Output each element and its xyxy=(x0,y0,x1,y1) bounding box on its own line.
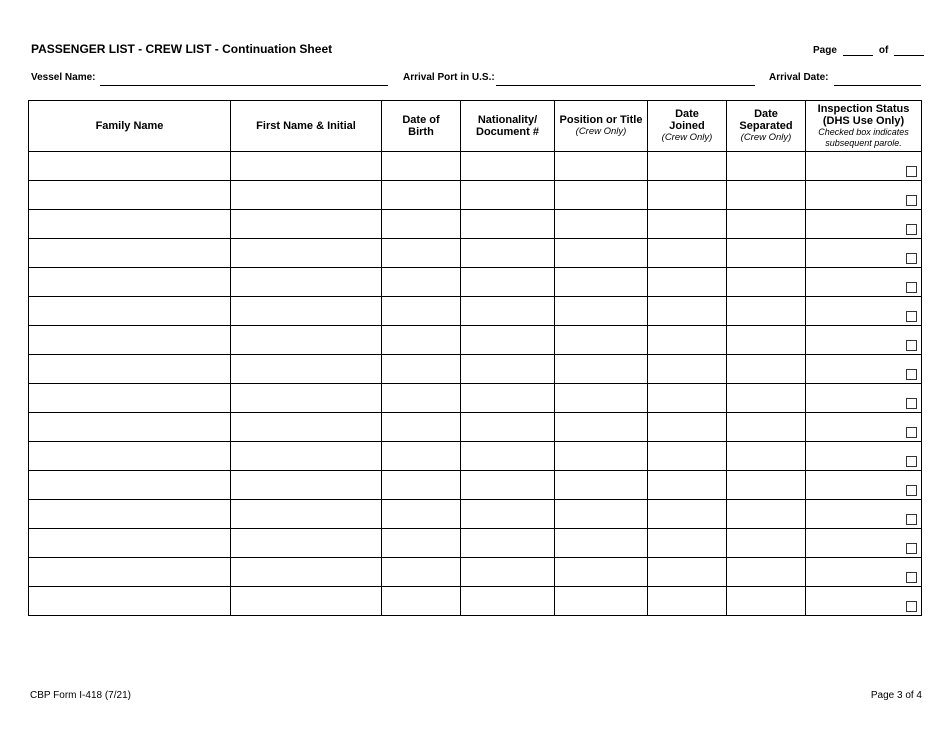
table-body xyxy=(29,152,922,616)
cell-date-joined[interactable] xyxy=(648,413,727,442)
cell-first-name[interactable] xyxy=(231,326,382,355)
table-header-row xyxy=(29,101,922,152)
cell-inspection-status xyxy=(806,210,922,239)
cell-first-name[interactable] xyxy=(231,471,382,500)
cell-date-separated[interactable] xyxy=(727,326,806,355)
cell-inspection-status xyxy=(806,268,922,297)
cell-nationality[interactable] xyxy=(461,413,555,442)
cell-inspection-status xyxy=(806,529,922,558)
cell-date-joined[interactable] xyxy=(648,152,727,181)
cell-first-name[interactable] xyxy=(231,529,382,558)
cell-date-of-birth[interactable] xyxy=(382,442,461,471)
cell-first-name[interactable] xyxy=(231,268,382,297)
column-header-family-name: Family Name xyxy=(29,101,231,152)
cell-position[interactable] xyxy=(555,500,648,529)
cell-position[interactable] xyxy=(555,384,648,413)
page-number-field xyxy=(813,43,924,56)
cell-first-name[interactable] xyxy=(231,355,382,384)
cell-date-joined[interactable] xyxy=(648,326,727,355)
cell-date-of-birth[interactable] xyxy=(382,181,461,210)
cell-family-name[interactable] xyxy=(29,326,231,355)
total-pages-input[interactable] xyxy=(894,43,924,56)
table-row xyxy=(29,442,922,471)
passenger-crew-table xyxy=(28,100,922,616)
inspection-checkbox[interactable] xyxy=(906,195,917,206)
cell-inspection-status xyxy=(806,500,922,529)
cell-date-joined[interactable] xyxy=(648,500,727,529)
cell-date-separated[interactable] xyxy=(727,558,806,587)
cell-family-name[interactable] xyxy=(29,268,231,297)
cell-position[interactable] xyxy=(555,558,648,587)
cell-family-name[interactable] xyxy=(29,529,231,558)
cell-family-name[interactable] xyxy=(29,558,231,587)
cell-inspection-status xyxy=(806,558,922,587)
cell-family-name[interactable] xyxy=(29,355,231,384)
cell-nationality[interactable] xyxy=(461,384,555,413)
cell-family-name[interactable] xyxy=(29,210,231,239)
cell-date-separated[interactable] xyxy=(727,413,806,442)
cell-first-name[interactable] xyxy=(231,239,382,268)
page-label: Page xyxy=(813,45,837,56)
table-row xyxy=(29,500,922,529)
cell-nationality[interactable] xyxy=(461,558,555,587)
cell-date-separated[interactable] xyxy=(727,297,806,326)
table-row xyxy=(29,210,922,239)
cell-position[interactable] xyxy=(555,471,648,500)
cell-date-separated[interactable] xyxy=(727,471,806,500)
cell-date-of-birth[interactable] xyxy=(382,587,461,616)
inspection-checkbox[interactable] xyxy=(906,456,917,467)
form-identifier: CBP Form I-418 (7/21) xyxy=(30,690,131,701)
cell-first-name[interactable] xyxy=(231,558,382,587)
cell-date-of-birth[interactable] xyxy=(382,384,461,413)
cell-date-joined[interactable] xyxy=(648,587,727,616)
cell-date-joined[interactable] xyxy=(648,384,727,413)
cell-inspection-status xyxy=(806,471,922,500)
cell-position[interactable] xyxy=(555,355,648,384)
cell-family-name[interactable] xyxy=(29,442,231,471)
cell-family-name[interactable] xyxy=(29,152,231,181)
cell-nationality[interactable] xyxy=(461,152,555,181)
vessel-name-input[interactable] xyxy=(100,85,388,86)
cell-date-separated[interactable] xyxy=(727,152,806,181)
cell-date-separated[interactable] xyxy=(727,529,806,558)
cell-date-of-birth[interactable] xyxy=(382,471,461,500)
cell-date-separated[interactable] xyxy=(727,587,806,616)
cell-date-separated[interactable] xyxy=(727,355,806,384)
cell-position[interactable] xyxy=(555,181,648,210)
cell-first-name[interactable] xyxy=(231,152,382,181)
table-row xyxy=(29,413,922,442)
cell-family-name[interactable] xyxy=(29,413,231,442)
cell-inspection-status xyxy=(806,355,922,384)
cell-date-of-birth[interactable] xyxy=(382,210,461,239)
cell-position[interactable] xyxy=(555,239,648,268)
cell-nationality[interactable] xyxy=(461,268,555,297)
inspection-checkbox[interactable] xyxy=(906,311,917,322)
cell-date-of-birth[interactable] xyxy=(382,239,461,268)
cell-family-name[interactable] xyxy=(29,471,231,500)
cell-date-separated[interactable] xyxy=(727,268,806,297)
cell-position[interactable] xyxy=(555,268,648,297)
column-header-date-joined: Date Joined (Crew Only) xyxy=(648,101,727,152)
cell-date-joined[interactable] xyxy=(648,268,727,297)
cell-date-of-birth[interactable] xyxy=(382,500,461,529)
arrival-date-input[interactable] xyxy=(834,85,921,86)
cell-date-joined[interactable] xyxy=(648,442,727,471)
cell-date-separated[interactable] xyxy=(727,239,806,268)
cell-date-joined[interactable] xyxy=(648,471,727,500)
cell-family-name[interactable] xyxy=(29,297,231,326)
cell-inspection-status xyxy=(806,239,922,268)
cell-nationality[interactable] xyxy=(461,587,555,616)
cell-date-of-birth[interactable] xyxy=(382,297,461,326)
cell-family-name[interactable] xyxy=(29,500,231,529)
inspection-checkbox[interactable] xyxy=(906,369,917,380)
cell-inspection-status xyxy=(806,442,922,471)
cell-nationality[interactable] xyxy=(461,355,555,384)
arrival-date-label: Arrival Date: xyxy=(769,72,829,83)
cell-inspection-status xyxy=(806,297,922,326)
cell-date-joined[interactable] xyxy=(648,239,727,268)
table-row xyxy=(29,297,922,326)
inspection-checkbox[interactable] xyxy=(906,514,917,525)
cell-nationality[interactable] xyxy=(461,326,555,355)
table-row xyxy=(29,268,922,297)
cell-nationality[interactable] xyxy=(461,297,555,326)
table-row xyxy=(29,471,922,500)
form-title: PASSENGER LIST - CREW LIST - Continuation Sheet xyxy=(31,42,333,56)
cell-date-of-birth[interactable] xyxy=(382,152,461,181)
column-header-position: Position or Title (Crew Only) xyxy=(555,101,648,152)
inspection-checkbox[interactable] xyxy=(906,601,917,612)
table-row xyxy=(29,152,922,181)
cell-date-of-birth[interactable] xyxy=(382,355,461,384)
inspection-checkbox[interactable] xyxy=(906,224,917,235)
cell-position[interactable] xyxy=(555,587,648,616)
cell-date-of-birth[interactable] xyxy=(382,326,461,355)
cell-date-separated[interactable] xyxy=(727,181,806,210)
cell-nationality[interactable] xyxy=(461,239,555,268)
cell-date-joined[interactable] xyxy=(648,355,727,384)
cell-inspection-status xyxy=(806,152,922,181)
cell-inspection-status xyxy=(806,413,922,442)
column-header-nationality: Nationality/ Document # xyxy=(461,101,555,152)
cell-date-joined[interactable] xyxy=(648,529,727,558)
cell-date-of-birth[interactable] xyxy=(382,268,461,297)
page-indicator: Page 3 of 4 xyxy=(870,690,922,701)
cell-position[interactable] xyxy=(555,442,648,471)
column-header-first-name: First Name & Initial xyxy=(231,101,382,152)
table-row xyxy=(29,181,922,210)
table-row xyxy=(29,587,922,616)
arrival-port-input[interactable] xyxy=(496,85,755,86)
column-header-date-separated: Date Separated (Crew Only) xyxy=(727,101,806,152)
cell-date-of-birth[interactable] xyxy=(382,558,461,587)
cell-first-name[interactable] xyxy=(231,210,382,239)
column-header-inspection-status: Inspection Status (DHS Use Only) Checked box indicates subsequent parole. xyxy=(806,101,922,152)
inspection-checkbox[interactable] xyxy=(906,253,917,264)
cell-position[interactable] xyxy=(555,326,648,355)
cell-inspection-status xyxy=(806,326,922,355)
cell-date-joined[interactable] xyxy=(648,210,727,239)
inspection-checkbox[interactable] xyxy=(906,282,917,293)
cell-date-separated[interactable] xyxy=(727,442,806,471)
inspection-checkbox[interactable] xyxy=(906,340,917,351)
inspection-checkbox[interactable] xyxy=(906,543,917,554)
cell-date-separated[interactable] xyxy=(727,210,806,239)
table-row xyxy=(29,355,922,384)
inspection-checkbox[interactable] xyxy=(906,398,917,409)
cell-family-name[interactable] xyxy=(29,587,231,616)
cell-inspection-status xyxy=(806,587,922,616)
cell-inspection-status xyxy=(806,384,922,413)
of-label: of xyxy=(878,45,889,56)
page-number-input[interactable] xyxy=(843,43,873,56)
cell-nationality[interactable] xyxy=(461,471,555,500)
inspection-checkbox[interactable] xyxy=(906,166,917,177)
cell-date-joined[interactable] xyxy=(648,181,727,210)
cell-date-of-birth[interactable] xyxy=(382,413,461,442)
cell-nationality[interactable] xyxy=(461,500,555,529)
inspection-checkbox[interactable] xyxy=(906,485,917,496)
cell-first-name[interactable] xyxy=(231,297,382,326)
cell-family-name[interactable] xyxy=(29,384,231,413)
cell-first-name[interactable] xyxy=(231,181,382,210)
cell-nationality[interactable] xyxy=(461,210,555,239)
table-row xyxy=(29,384,922,413)
cell-date-separated[interactable] xyxy=(727,500,806,529)
arrival-port-label: Arrival Port in U.S.: xyxy=(403,72,495,83)
cell-nationality[interactable] xyxy=(461,529,555,558)
cell-first-name[interactable] xyxy=(231,442,382,471)
table-row xyxy=(29,529,922,558)
cell-first-name[interactable] xyxy=(231,413,382,442)
column-header-date-of-birth: Date of Birth xyxy=(382,101,461,152)
cell-family-name[interactable] xyxy=(29,181,231,210)
cell-nationality[interactable] xyxy=(461,181,555,210)
cell-first-name[interactable] xyxy=(231,500,382,529)
cell-position[interactable] xyxy=(555,529,648,558)
cell-date-separated[interactable] xyxy=(727,384,806,413)
cell-nationality[interactable] xyxy=(461,442,555,471)
cell-date-of-birth[interactable] xyxy=(382,529,461,558)
cell-date-joined[interactable] xyxy=(648,558,727,587)
cell-inspection-status xyxy=(806,181,922,210)
cell-position[interactable] xyxy=(555,297,648,326)
cell-position[interactable] xyxy=(555,210,648,239)
cell-position[interactable] xyxy=(555,413,648,442)
cell-position[interactable] xyxy=(555,152,648,181)
table-row xyxy=(29,239,922,268)
cell-date-joined[interactable] xyxy=(648,297,727,326)
table-row xyxy=(29,558,922,587)
cell-family-name[interactable] xyxy=(29,239,231,268)
inspection-checkbox[interactable] xyxy=(906,427,917,438)
inspection-checkbox[interactable] xyxy=(906,572,917,583)
vessel-name-label: Vessel Name: xyxy=(31,72,96,83)
cell-first-name[interactable] xyxy=(231,384,382,413)
cell-first-name[interactable] xyxy=(231,587,382,616)
table-row xyxy=(29,326,922,355)
